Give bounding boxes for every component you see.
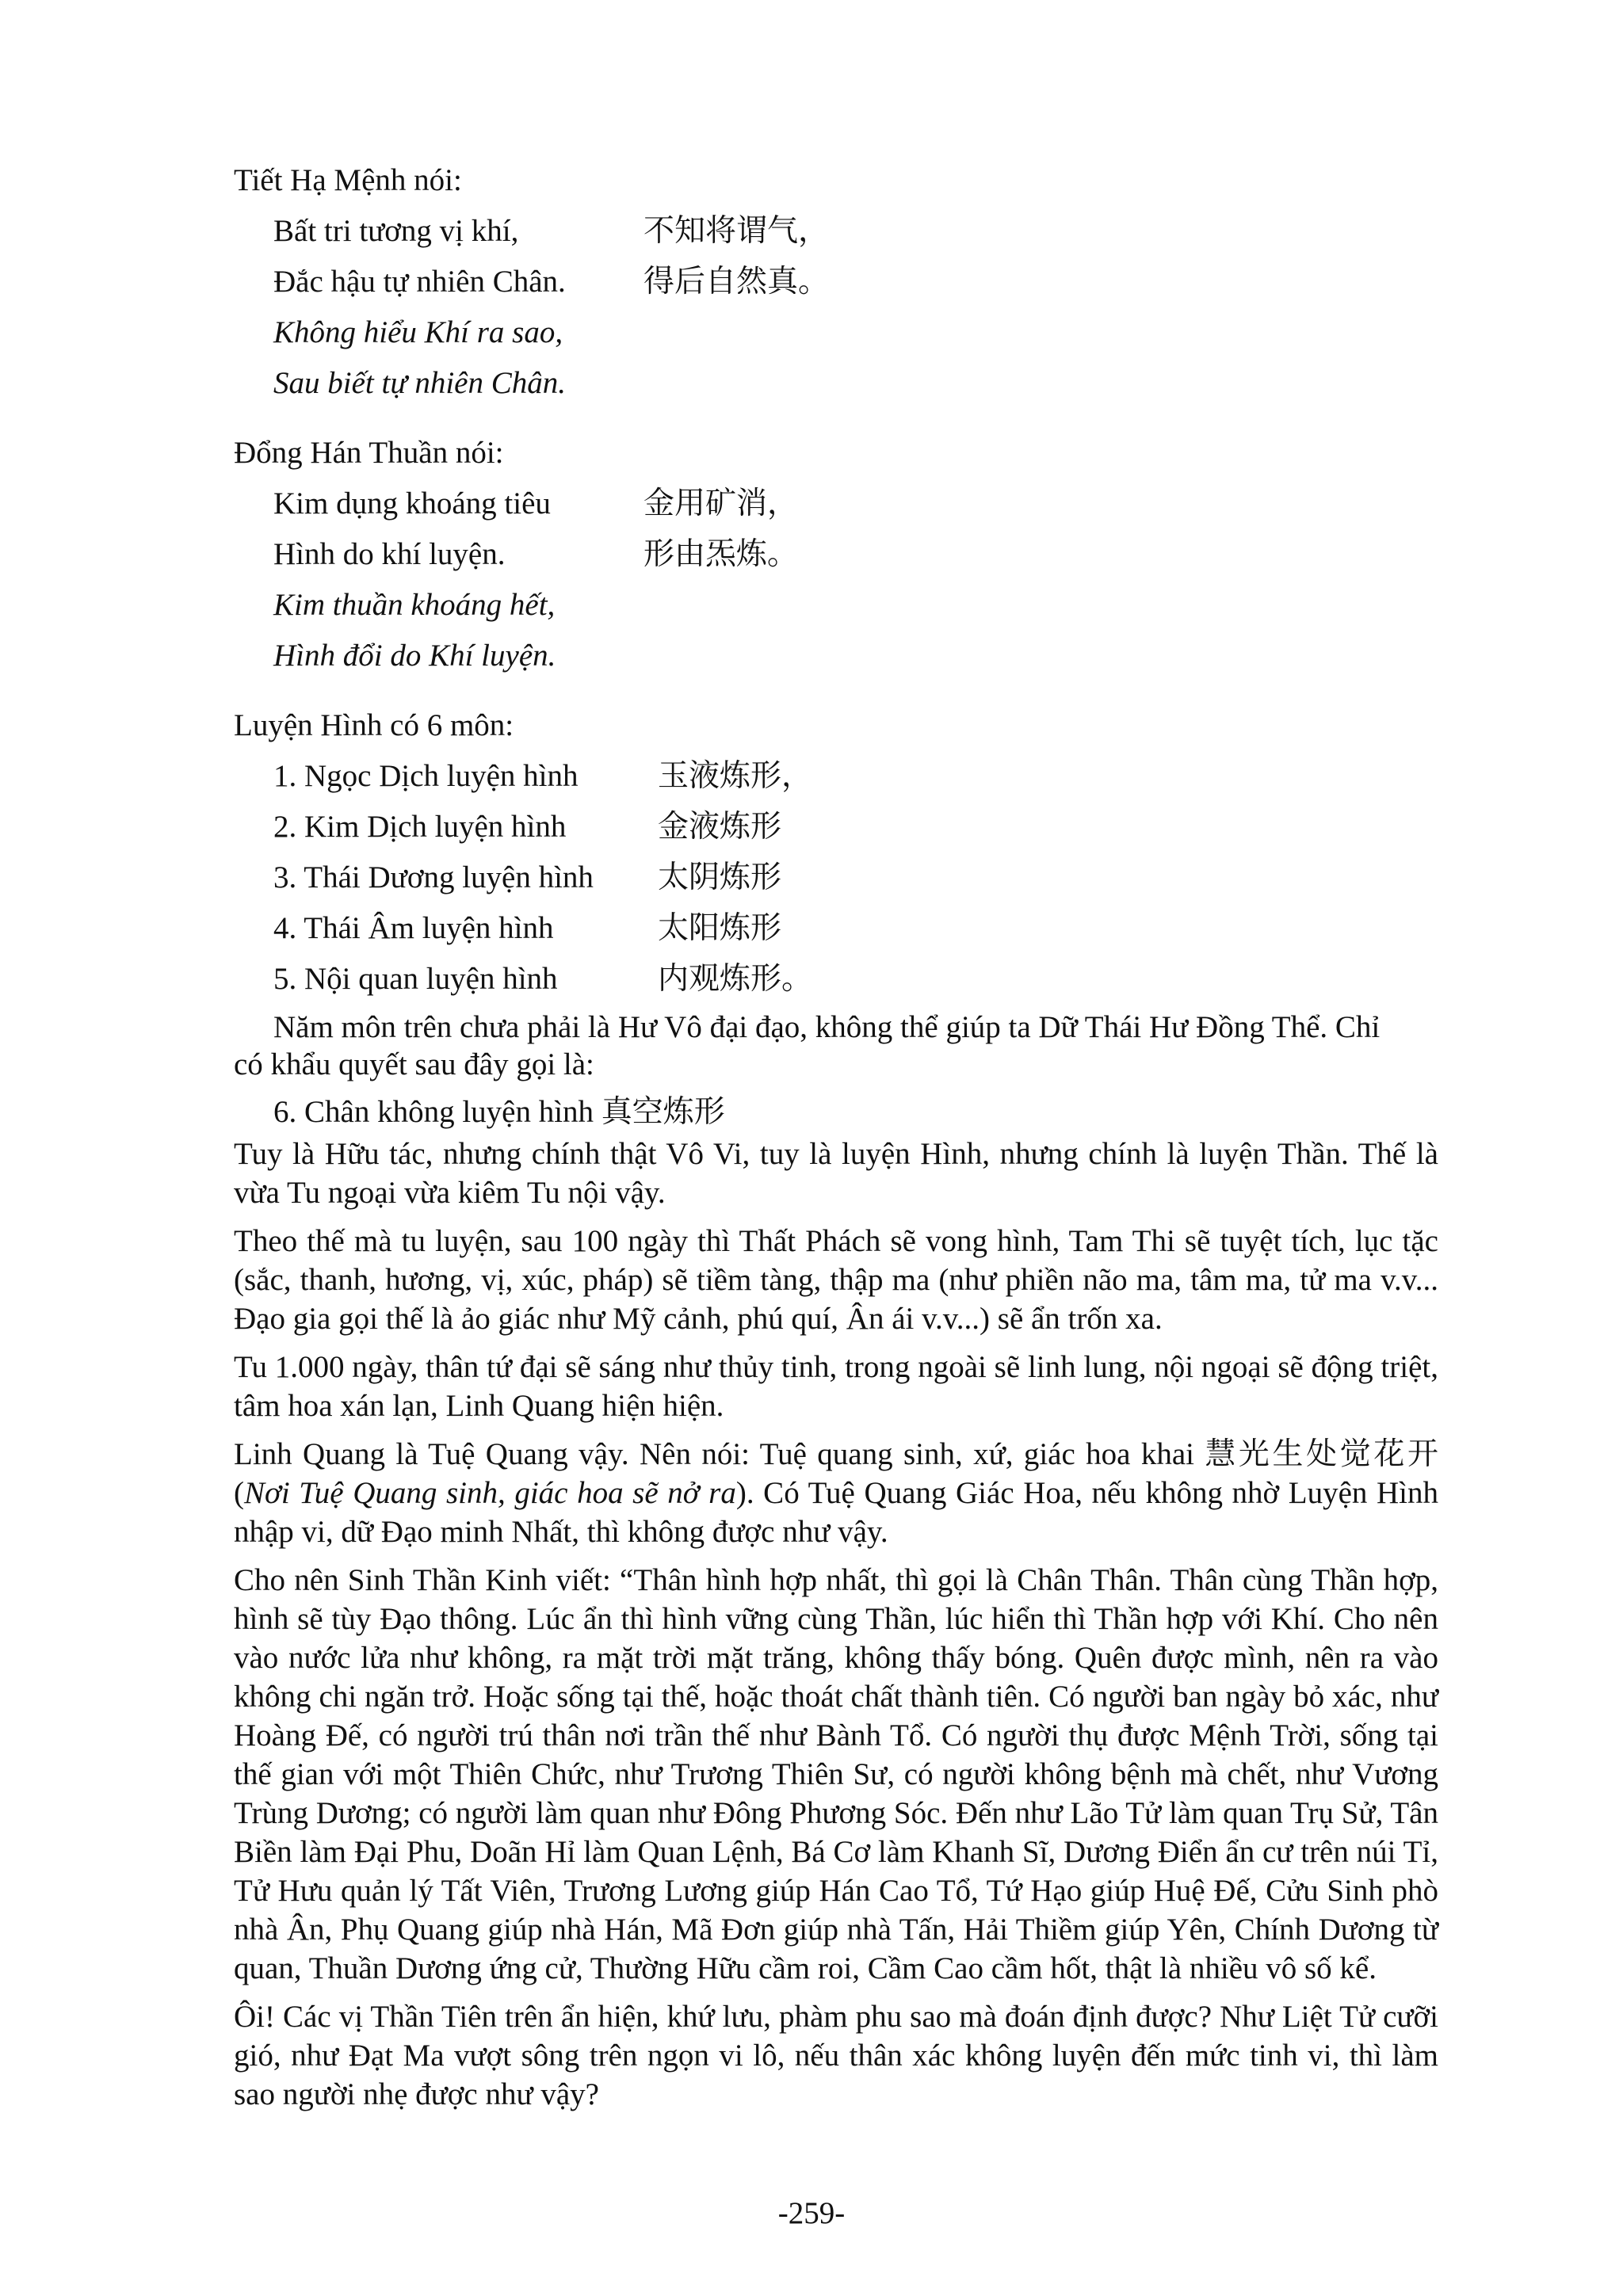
paragraph-text: Linh Quang là Tuệ Quang vậy. Nên nói: Tuệ quang sinh, xứ, giác hoa khai 慧光生处觉花开 ( bbox=[234, 1437, 1438, 1510]
verse-line-han: 形由炁炼。 bbox=[643, 536, 799, 572]
verse-line-han: 金用矿消， bbox=[643, 486, 799, 521]
paragraph bbox=[234, 1435, 1438, 1551]
method-item-han: 金液炼形 bbox=[658, 809, 782, 845]
method-item-han: 玉液炼形， bbox=[658, 758, 813, 794]
method-item-6: 6. Chân không luyện hình 真空炼形 bbox=[273, 1095, 725, 1129]
verse-line-viet: Kim dụng khoáng tiêu bbox=[273, 486, 551, 521]
method-item-han: 太阴炼形 bbox=[658, 860, 782, 895]
verse-translation: Kim thuần khoáng hết, bbox=[273, 588, 556, 622]
paragraph: Ôi! Các vị Thần Tiên trên ẩn hiện, khứ lưu, phàm phu sao mà đoán định được? Như Liệt Tử cưỡi gió, như Đạt Ma vượt sông trên ngọn vi lô, nếu thân xác không luyện đến mức tinh vi, thì làm sao người nhẹ được như vậy? bbox=[234, 2000, 1438, 2111]
section-heading: Tiết Hạ Mệnh nói: bbox=[234, 163, 462, 197]
method-item-viet: 4. Thái Âm luyện hình bbox=[273, 911, 554, 945]
page-number: -259- bbox=[777, 2196, 846, 2230]
verse-translation: Hình đổi do Khí luyện. bbox=[273, 639, 556, 673]
verse-line-viet: Hình do khí luyện. bbox=[273, 537, 506, 571]
paragraph: Tu 1.000 ngày, thân tứ đại sẽ sáng như thủy tinh, trong ngoài sẽ linh lung, nội ngoại sẽ động triệt, tâm hoa xán lạn, Linh Quang hiện hiện. bbox=[234, 1350, 1438, 1423]
methods-note: Năm môn trên chưa phải là Hư Vô đại đạo, không thể giúp ta Dữ Thái Hư Đồng Thể. Chỉ bbox=[273, 1010, 1381, 1044]
paragraph-text: ). Có Tuệ Quang Giác Hoa, nếu không nhờ Luyện Hình nhập vi, dữ Đạo minh Nhất, thì không được như vậy. bbox=[234, 1476, 1439, 1549]
verse-line-viet: Đắc hậu tự nhiên Chân. bbox=[273, 265, 566, 299]
verse-line-han: 不知将谓气， bbox=[643, 213, 830, 249]
method-item-viet: 5. Nội quan luyện hình bbox=[273, 962, 558, 996]
method-item-viet: 1. Ngọc Dịch luyện hình bbox=[273, 759, 579, 793]
verse-line-han: 得后自然真。 bbox=[643, 264, 830, 299]
method-item-han: 内观炼形。 bbox=[658, 961, 813, 997]
section-heading: Đổng Hán Thuần nói: bbox=[234, 436, 504, 470]
verse-translation: Không hiểu Khí ra sao, bbox=[273, 315, 563, 349]
methods-note: có khẩu quyết sau đây gọi là: bbox=[234, 1047, 594, 1081]
paragraph: Theo thế mà tu luyện, sau 100 ngày thì Thất Phách sẽ vong hình, Tam Thi sẽ tuyệt tích, lục tặc (sắc, thanh, hương, vị, xúc, pháp) sẽ tiềm tàng, thập ma (như phiền não ma, tâm ma, tử ma v.v... Đạo gia gọi thế là ảo giác như Mỹ cảnh, phú quí, Ân ái v.v...) sẽ ẩn trốn xa. bbox=[234, 1224, 1438, 1336]
methods-heading: Luyện Hình có 6 môn: bbox=[234, 708, 514, 742]
body-text bbox=[234, 1135, 1438, 2114]
paragraph: Cho nên Sinh Thần Kinh viết: “Thân hình hợp nhất, thì gọi là Chân Thân. Thân cùng Thần hợp, hình sẽ tùy Đạo thông. Lúc ẩn thì hình vững cùng Thần, lúc hiển thì Thần hợp với Khí. Cho nên vào nước lửa như không, ra mặt trời mặt trăng, không thấy bóng. Quên được mình, nên ra vào không chi ngăn trở. Hoặc sống tại thế, hoặc thoát chất thành tiên. Có người ban ngày bỏ xác, như Hoàng Đế, có người trú thân nơi trần thế như Bành Tổ. Có người thụ được Mệnh Trời, sống tại thế gian với một Thiên Chức, như Trương Thiên Sư, có người không bệnh mà chết, như Vương Trùng Dương; có người làm quan như Đông Phương Sóc. Đến như Lão Tử làm quan Trụ Sử, Tân Biền làm Đại Phu, Doãn Hỉ làm Quan Lệnh, Bá Cơ làm Khanh Sĩ, Dương Điển ẩn cư trên núi Tỉ, Tử Hưu quản lý Tất Viên, Trương Lương giúp Hán Cao Tổ, Tứ Hạo giúp Huệ Đế, Cửu Sinh phò nhà Ân, Phụ Quang giúp nhà Hán, Mã Đơn giúp nhà Tấn, Hải Thiềm giúp Yên, Chính Dương từ quan, Thuần Dương ứng cử, Thường Hữu cầm roi, Cầm Cao cầm hốt, thật là nhiều vô số kể. bbox=[234, 1563, 1438, 1985]
verse-line-viet: Bất tri tương vị khí, bbox=[273, 214, 519, 248]
paragraph: Tuy là Hữu tác, nhưng chính thật Vô Vi, tuy là luyện Hình, nhưng chính là luyện Thần. Thế là vừa Tu ngoại vừa kiêm Tu nội vậy. bbox=[234, 1137, 1438, 1210]
method-item-han: 太阳炼形 bbox=[658, 910, 782, 946]
verse-translation: Sau biết tự nhiên Chân. bbox=[273, 366, 566, 400]
paragraph-italic: Nơi Tuệ Quang sinh, giác hoa sẽ nở ra bbox=[244, 1476, 736, 1510]
method-item-viet: 2. Kim Dịch luyện hình bbox=[273, 810, 567, 844]
method-item-viet: 3. Thái Dương luyện hình bbox=[273, 860, 594, 894]
